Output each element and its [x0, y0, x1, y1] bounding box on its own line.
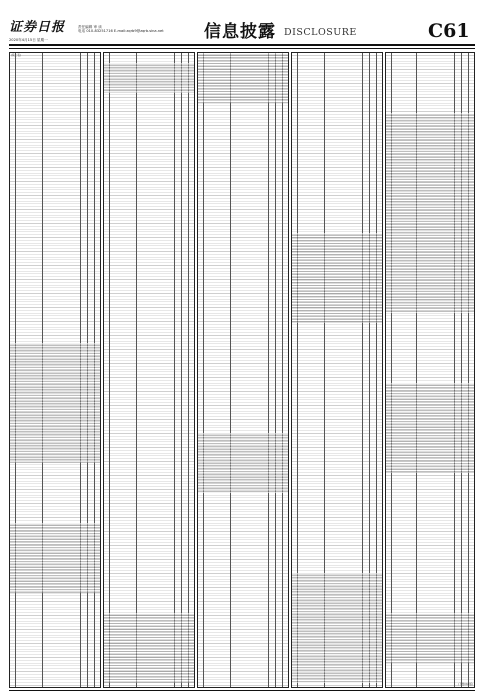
issue-date: 2020年4月15日 星期一	[9, 38, 48, 42]
pub-meta-line-2: 电话 010-83251716 E-mail:zqrb9@zqrb.sina.net	[78, 29, 164, 34]
pub-meta-line-1: 责任编辑 审 读	[78, 25, 102, 29]
continued-note: (续上表)	[11, 54, 21, 57]
continued-to-note: (下转C62版)	[458, 683, 473, 686]
table-column-3	[197, 52, 289, 688]
publication-meta	[78, 25, 164, 34]
masthead-rule	[9, 44, 475, 46]
table-column-4	[291, 52, 383, 688]
table-column-1	[9, 52, 101, 688]
masthead-thin-rule	[9, 48, 475, 49]
page-number: C61	[428, 20, 470, 42]
disclosure-table-sheet	[9, 52, 475, 688]
section-title: 信息披露	[204, 22, 276, 42]
masthead	[0, 0, 484, 44]
table-column-2	[103, 52, 195, 688]
page-bottom-rule	[9, 690, 475, 691]
newspaper-logo: 证券日报	[9, 20, 66, 35]
section-title-english: DISCLOSURE	[284, 27, 357, 38]
table-column-5	[385, 52, 475, 688]
